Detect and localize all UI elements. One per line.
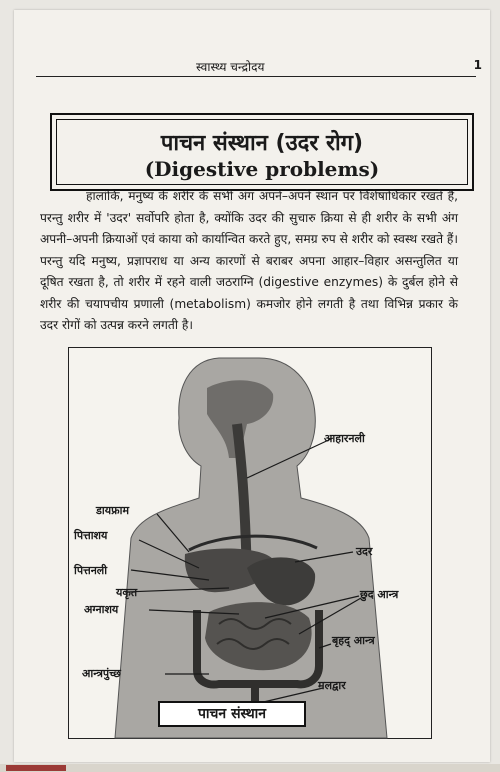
page-bottom-edge <box>0 764 500 772</box>
label-small-intestine: छुद आन्त्र <box>360 588 399 601</box>
page-number: 1 <box>473 58 482 72</box>
label-stomach: उदर <box>356 545 373 558</box>
binding-strip <box>6 765 66 771</box>
figure-caption: पाचन संस्थान <box>158 701 306 727</box>
label-anus: मलद्वार <box>318 679 346 692</box>
digestive-system-figure <box>68 347 432 739</box>
label-liver: यकृत <box>116 586 138 599</box>
chapter-title-hindi: पाचन संस्थान (उदर रोग) <box>160 131 364 156</box>
label-esophagus: आहारनली <box>324 432 365 445</box>
digestive-system-illustration <box>69 348 433 740</box>
label-bile-duct: पित्तनली <box>74 564 108 577</box>
running-header <box>36 56 482 77</box>
label-pancreas: अग्नाशय <box>84 603 119 616</box>
book-title: स्वास्थ्य चन्द्रोदय <box>196 60 265 74</box>
label-gallbladder: पित्ताशय <box>74 529 108 542</box>
chapter-title-english: (Digestive problems) <box>144 157 380 181</box>
label-appendix: आन्त्रपुंच्छ <box>82 667 121 680</box>
label-large-intestine: बृहद् आन्त्र <box>332 634 375 647</box>
intro-paragraph: हालांकि, मनुष्य के शरीर के सभी अंग अपने–अपने स्थान पर विशेषाधिकार रखते हैं, परन्तु शरीर में 'उदर' सर्वोपरि होता है, क्योंकि उदर की सुचारु क्रिया से ही शरीर के सभी अंग अपनी–अपनी क्रियाओं एवं काया को कार्यान्वित करते हुए, समग्र रुप से शरीर को स्वस्थ रखते हैं। परन्तु यदि मनुष्य, प्रज्ञापराध या अन्य कारणों से बराबर अपना आहार–विहार असन्तुलित या दूषित रखता है, तो शरीर में रहने वाली जठराग्नि (digestive enzymes) के दुर्बल होने से शरीर की चयापचीय प्रणाली (metabolism) कमजोर होने लगती है तथा विभिन्न प्रकार के उदर रोगों को उत्पन्न करने लगती है। <box>40 189 458 332</box>
chapter-title-box <box>50 113 474 191</box>
label-diaphragm: डायफ्राम <box>96 504 130 517</box>
